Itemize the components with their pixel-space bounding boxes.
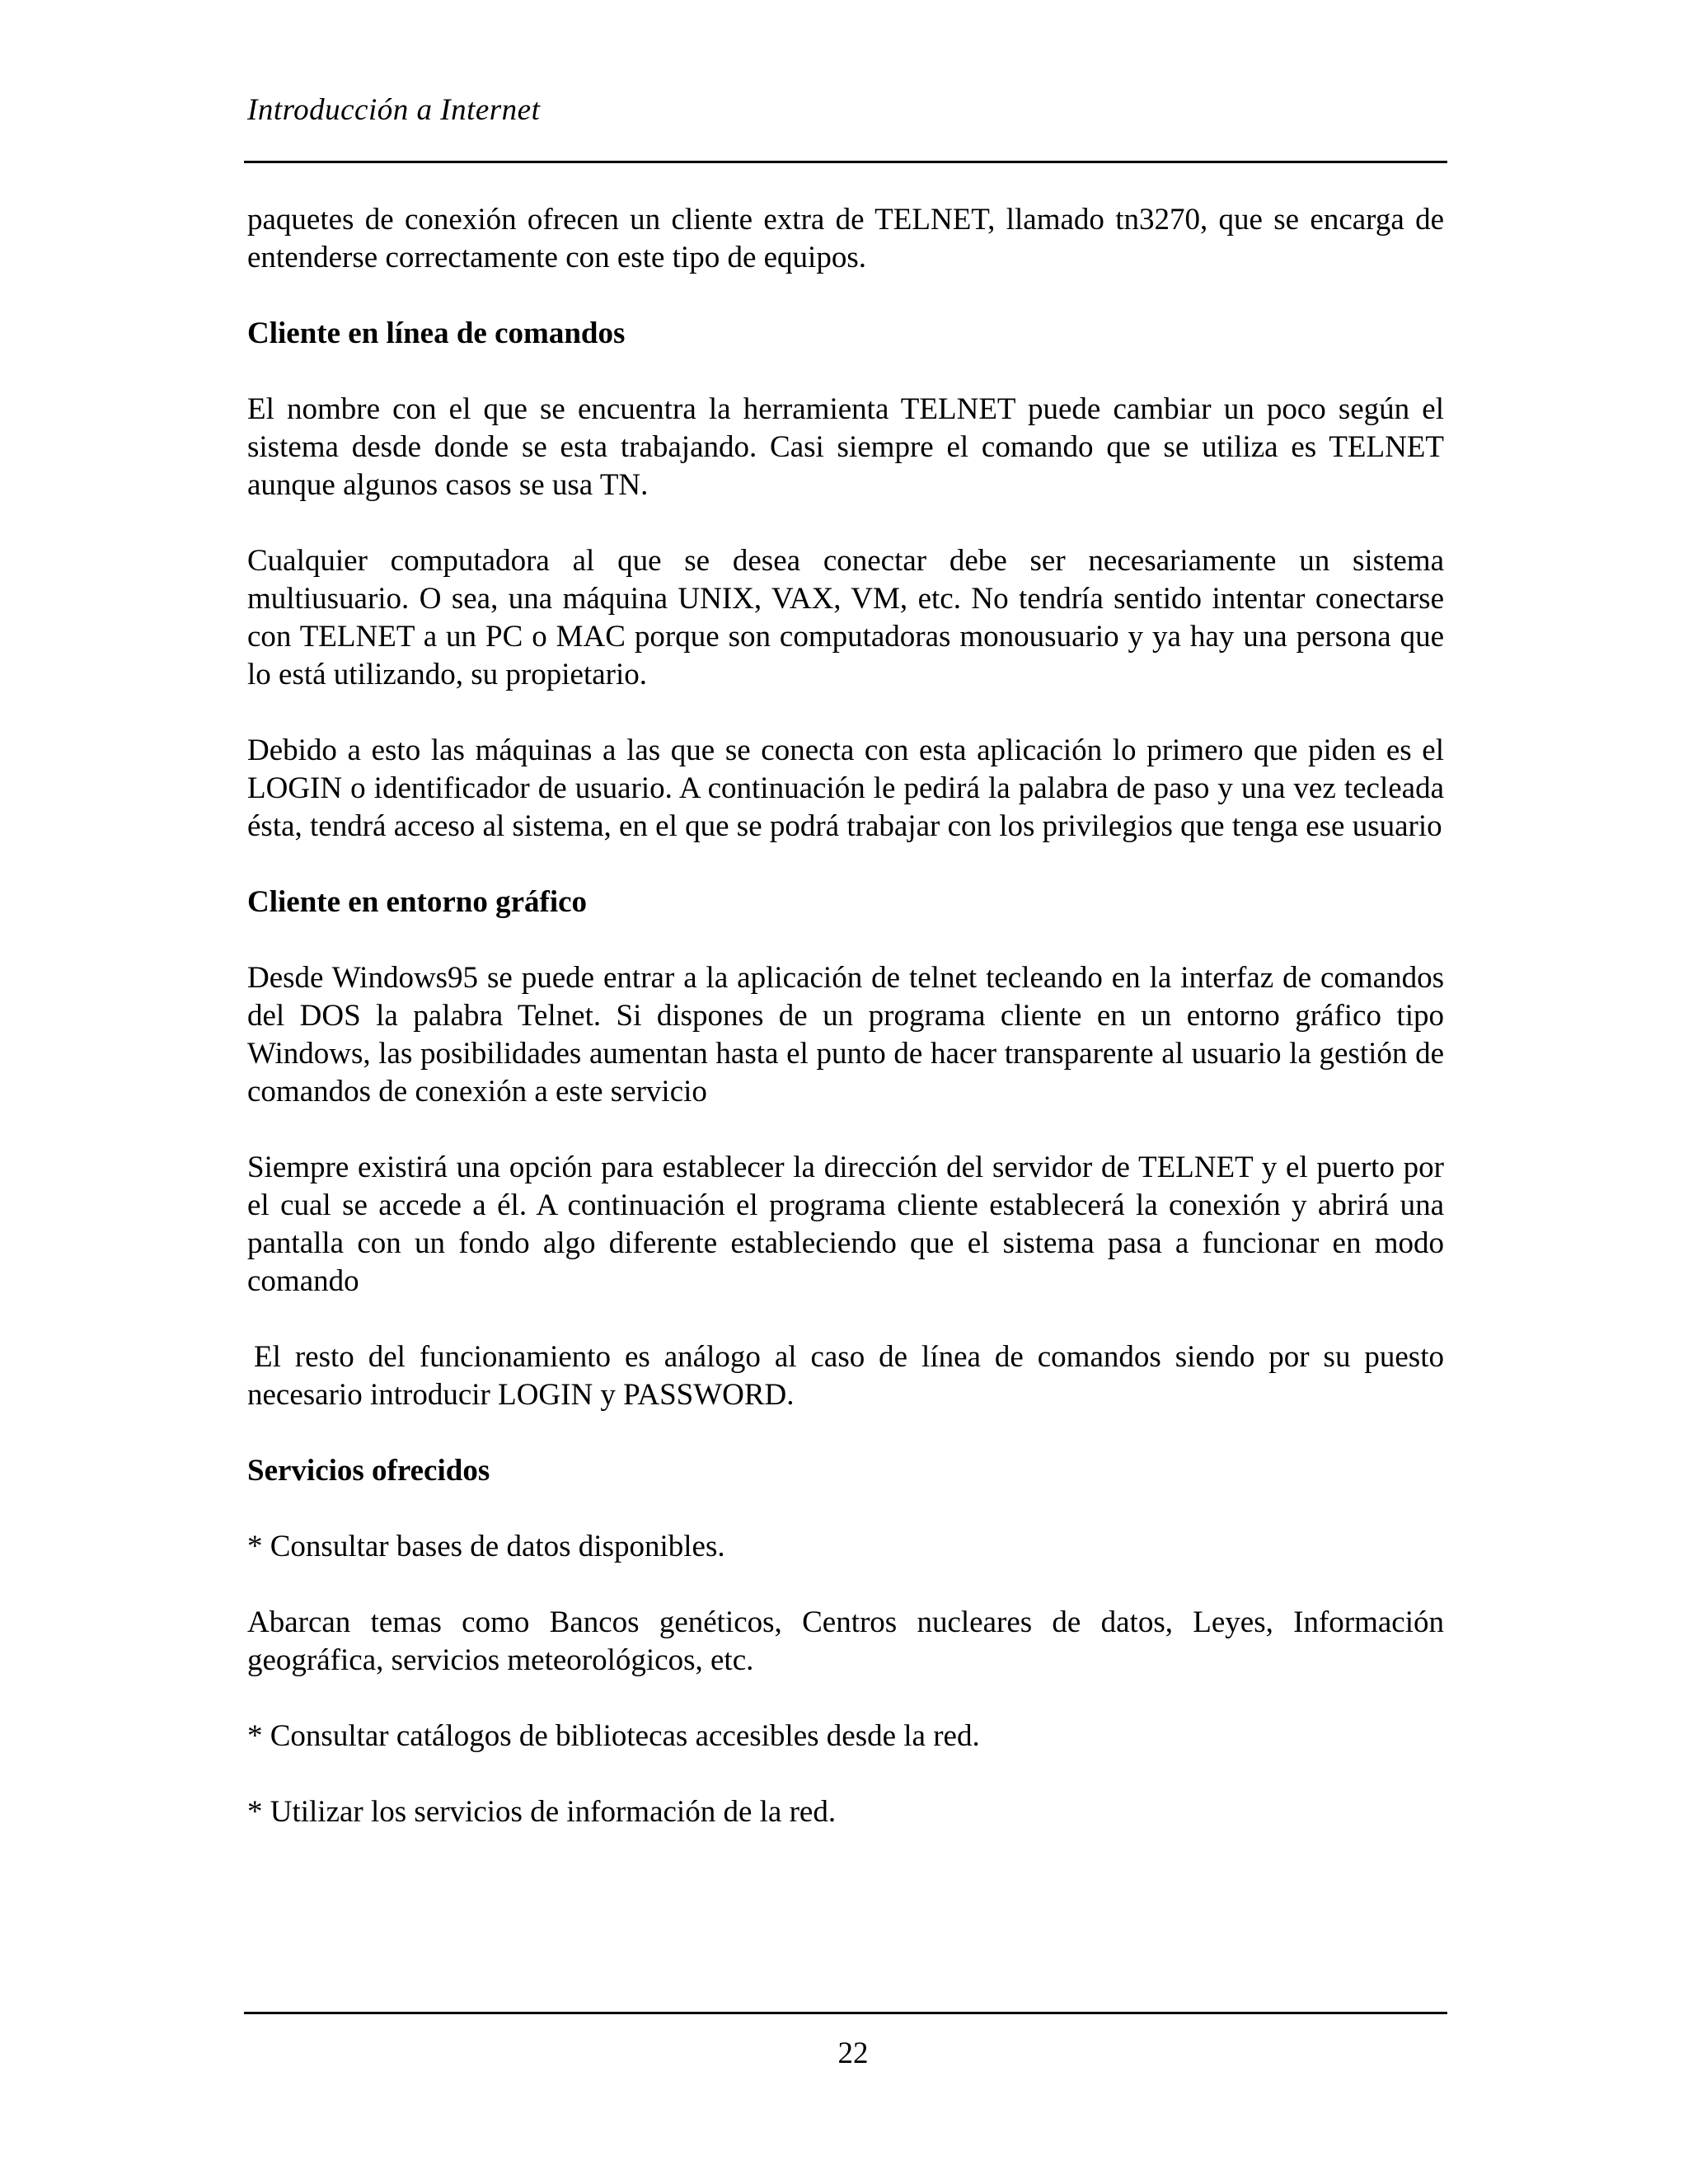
paragraph-nombre-herramienta: El nombre con el que se encuentra la herramienta TELNET puede cambiar un poco según el sistema desde donde se esta trabajando. Casi siempre el comando que se utiliza es TELNET aunque algunos casos se usa TN. [247, 392, 1444, 502]
body-text [247, 201, 1444, 1869]
heading-cliente-linea-comandos: Cliente en línea de comandos [247, 316, 626, 350]
list-item-servicios-informacion: * Utilizar los servicios de información de la red. [247, 1795, 837, 1829]
heading-servicios-ofrecidos: Servicios ofrecidos [247, 1454, 490, 1488]
footer-rule [244, 2012, 1447, 2014]
heading-cliente-entorno-grafico: Cliente en entorno gráfico [247, 885, 588, 919]
page-number: 22 [837, 2036, 869, 2070]
paragraph-direccion-servidor: Siempre existirá una opción para establecer la dirección del servidor de TELNET y el puerto por el cual se accede a él. A continuación el programa cliente establecerá la conexión y abrirá una pantalla con un fondo algo diferente estableciendo que el sistema pasa a funcionar en modo comando [247, 1151, 1444, 1298]
header-rule [244, 161, 1447, 163]
running-header: Introducción a Internet [247, 93, 541, 127]
paragraph-resto-funcionamiento: El resto del funcionamiento es análogo al caso de línea de comandos siendo por su puesto necesario introducir LOGIN y PASSWORD. [247, 1340, 1444, 1412]
paragraph-login: Debido a esto las máquinas a las que se conecta con esta aplicación lo primero que piden es el LOGIN o identificador de usuario. A continuación le pedirá la palabra de paso y una vez tecleada ésta, tendrá acceso al sistema, en el que se podrá trabajar con los privilegios que tenga ese usuario [247, 733, 1444, 843]
list-item-catalogos: * Consultar catálogos de bibliotecas accesibles desde la red. [247, 1719, 980, 1753]
paragraph-tn3270: paquetes de conexión ofrecen un cliente extra de TELNET, llamado tn3270, que se encarga de entenderse correctamente con este tipo de equipos. [247, 203, 1444, 274]
paragraph-windows95: Desde Windows95 se puede entrar a la aplicación de telnet tecleando en la interfaz de comandos del DOS la palabra Telnet. Si dispones de un programa cliente en un entorno gráfico tipo Windows, las posibilidades aumentan hasta el punto de hacer transparente al usuario la gestión de comandos de conexión a este servicio [247, 961, 1444, 1108]
paragraph-multiusuario: Cualquier computadora al que se desea conectar debe ser necesariamente un sistema multiusuario. O sea, una máquina UNIX, VAX, VM, etc. No tendría sentido intentar conectarse con TELNET a un PC o MAC porque son computadoras monousuario y ya hay una persona que lo está utilizando, su propietario. [247, 544, 1444, 691]
paragraph-abarcan-temas: Abarcan temas como Bancos genéticos, Centros nucleares de datos, Leyes, Información geográfica, servicios meteorológicos, etc. [247, 1605, 1444, 1677]
list-item-bases-datos: * Consultar bases de datos disponibles. [247, 1530, 725, 1563]
